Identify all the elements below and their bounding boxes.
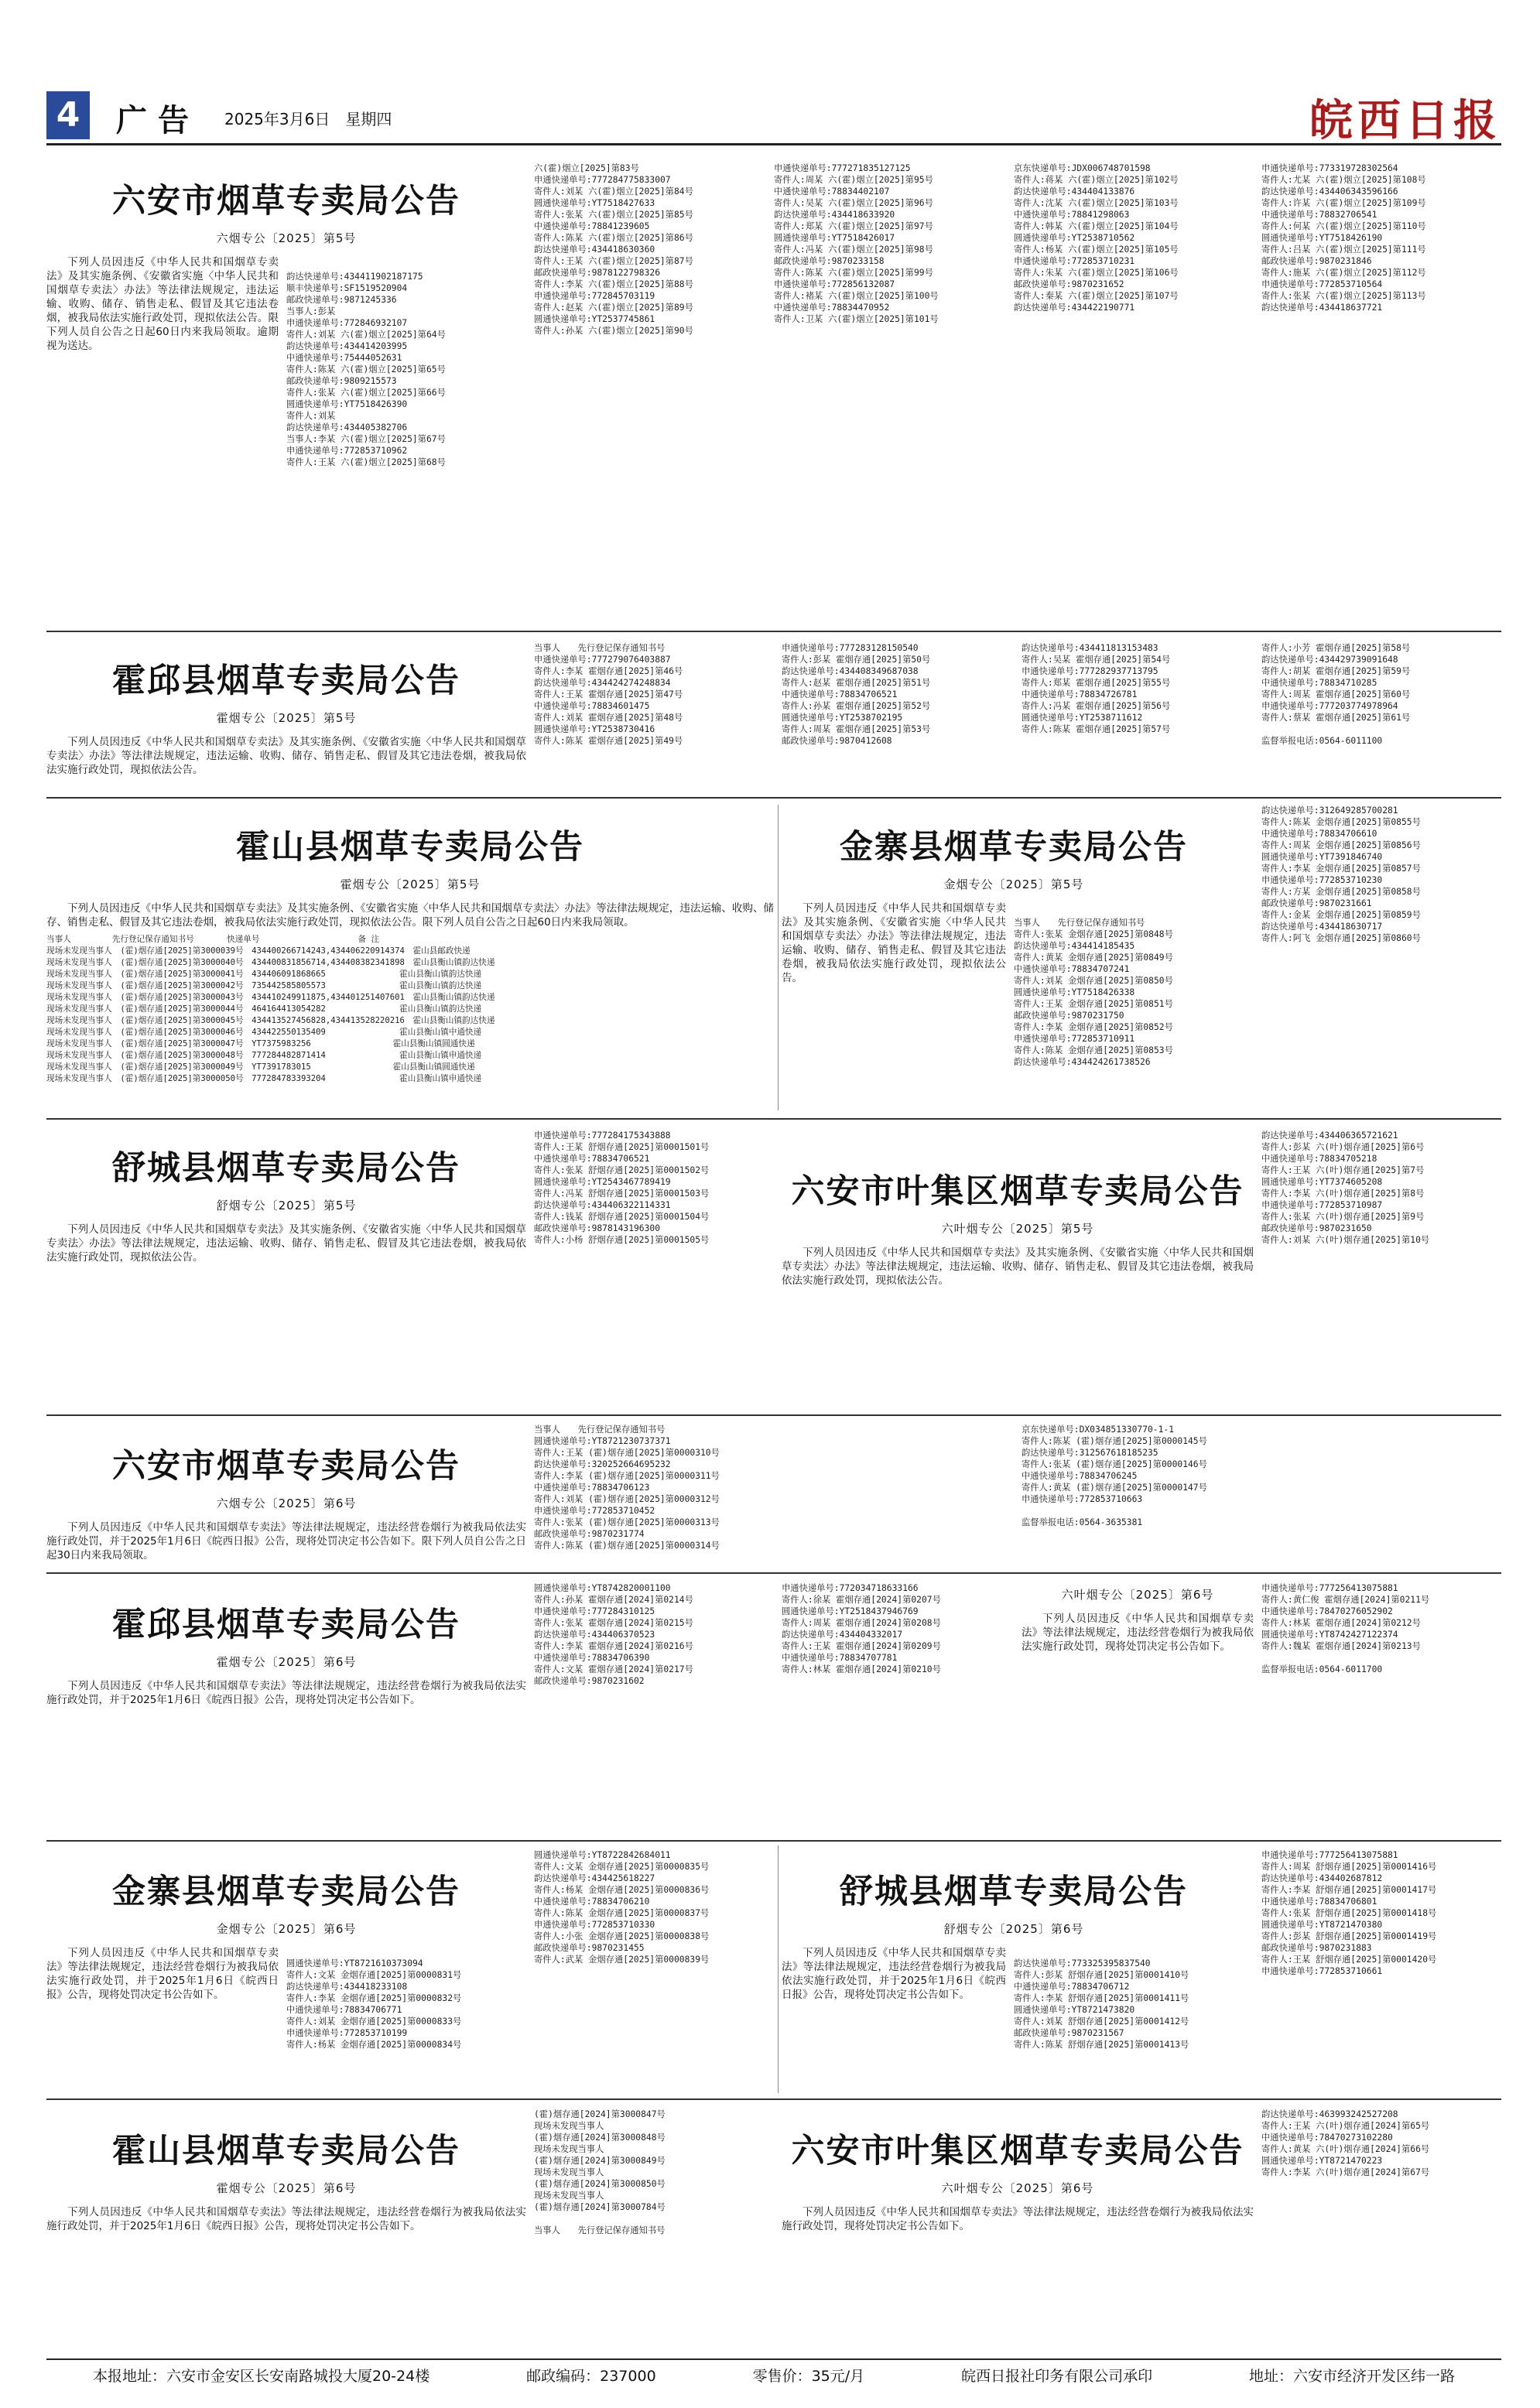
newspaper-logo: 皖西日报	[1309, 95, 1501, 146]
listing-column: 韵达快递单号:434411813153483 寄件人:吴某 霍烟存通[2025]第54号 申通快递单号:777282937713795 寄件人:郑某 霍烟存通[2025]第55号 中通快递单号:78834726781 寄件人:冯某 霍烟存通[2025]第56号 圆通快递单号:YT2538711612 寄件人:陈某 霍烟存通[2025]第57号	[1022, 643, 1171, 734]
listing-column: 韵达快递单号:434406365721621 寄件人:彭某 六(叶)烟存通[2025]第6号 中通快递单号:78834705218 寄件人:王某 六(叶)烟存通[2025]第7号 圆通快递单号:YT7374605208 寄件人:李某 六(叶)烟存通[2025]第8号 申通快递单号:772853710987 寄件人:张某 六(叶)烟存通[2025]第9号 邮政快递单号:9870231650 寄件人:刘某 六(叶)烟存通[2025]第10号	[1261, 1130, 1430, 1245]
notice-title: 霍山县烟草专卖局公告	[236, 828, 584, 867]
listing-column: (霍)烟存通[2024]第3000847号 现场未发现当事人 (霍)烟存通[2024]第3000848号 现场未发现当事人 (霍)烟存通[2024]第3000849号 现场未发现当事人 (霍)烟存通[2024]第3000850号 现场未发现当事人 (霍)烟存通[2024]第3000784号 当事人 先行登记保存通知书号	[534, 2109, 666, 2235]
footer-print-address: 地址：六安市经济开发区纬一路	[1248, 2367, 1455, 2385]
listing-column: 申通快递单号:777256413075881 寄件人:黄仁俊 霍烟存通[2024]第0211号 中通快递单号:78470276052902 寄件人:林某 霍烟存通[2024]第0212号 圆通快递单号:YT8742427122374 寄件人:魏某 霍烟存通[2024]第0213号 监督举报电话:0564-6011700	[1261, 1583, 1430, 1674]
listing-column: 申通快递单号:777256413075881 寄件人:周某 舒烟存通[2025]第0001416号 韵达快递单号:434402687812 寄件人:李某 舒烟存通[2025]第0001417号 中通快递单号:78834706801 寄件人:张某 舒烟存通[2025]第0001418号 圆通快递单号:YT8721470380 寄件人:彭某 舒烟存通[2025]第0001419号 邮政快递单号:9870231883 寄件人:王某 舒烟存通[2025]第0001420号 申通快递单号:772853710661	[1261, 1850, 1437, 1976]
masthead	[46, 91, 1501, 145]
listing-column: 当事人 先行登记保存通知书号 圆通快递单号:YT8721230737371 寄件人:王某 (霍)烟存通[2025]第0000310号 韵达快递单号:320252664695232 寄件人:李某 (霍)烟存通[2025]第0000311号 中通快递单号:78834706123 寄件人:刘某 (霍)烟存通[2025]第0000312号 申通快递单号:772853710452 寄件人:张某 (霍)烟存通[2025]第0000313号 邮政快递单号:9870231774 寄件人:陈某 (霍)烟存通[2025]第0000314号	[534, 1425, 720, 1551]
listing-column: 韵达快递单号:773325395837540 寄件人:彭某 舒烟存通[2025]第0001410号 中通快递单号:78834706712 寄件人:李某 舒烟存通[2025]第0001411号 圆通快递单号:YT8721473820 寄件人:刘某 舒烟存通[2025]第0001412号 邮政快递单号:9870231567 寄件人:陈某 舒烟存通[2025]第0001413号	[1014, 1958, 1189, 2050]
listing-column: 京东快递单号:JDX006748701598 寄件人:蒋某 六(霍)烟立[2025]第102号 韵达快递单号:434404133876 寄件人:沈某 六(霍)烟立[2025]第103号 中通快递单号:78841298063 寄件人:韩某 六(霍)烟立[2025]第104号 圆通快递单号:YT2538710562 寄件人:杨某 六(霍)烟立[2025]第105号 申通快递单号:772853710231 寄件人:朱某 六(霍)烟立[2025]第106号 邮政快递单号:9870231652 寄件人:秦某 六(霍)烟立[2025]第107号 韵达快递单号:434422190771	[1014, 163, 1179, 313]
issue-date: 2025年3月6日 星期四	[224, 110, 392, 128]
listing-column: 六(霍)烟立[2025]第83号 申通快递单号:777284775833007 寄件人:刘某 六(霍)烟立[2025]第84号 圆通快递单号:YT7518427633 寄件人:张某 六(霍)烟立[2025]第85号 中通快递单号:78841239605 寄件人:陈某 六(霍)烟立[2025]第86号 韵达快递单号:434418630360 寄件人:王某 六(霍)烟立[2025]第87号 邮政快递单号:9878122798326 寄件人:李某 六(霍)烟立[2025]第88号 申通快递单号:772845703119 寄件人:赵某 六(霍)烟立[2025]第89号 圆通快递单号:YT2537745861 寄件人:孙某 六(霍)烟立[2025]第90号	[534, 163, 693, 336]
notice-title: 六安市叶集区烟草专卖局公告	[791, 2132, 1244, 2170]
section-title: 广告	[116, 103, 200, 139]
notice-huoqiu-5	[46, 634, 526, 789]
notice-number: 六叶烟专公〔2025〕第6号	[1061, 1588, 1214, 1602]
listing-column: 寄件人:小芳 霍烟存通[2025]第58号 韵达快递单号:434429739091648 寄件人:胡某 霍烟存通[2025]第59号 中通快递单号:78834710285 寄件人:周某 霍烟存通[2025]第60号 申通快递单号:777203774978964 寄件人:蔡某 霍烟存通[2025]第61号 监督举报电话:0564-6011100	[1261, 643, 1411, 746]
notice-title: 舒城县烟草专卖局公告	[112, 1149, 460, 1188]
listing-column: 当事人 先行登记保存通知书号 寄件人:张某 金烟存通[2025]第0848号 韵达快递单号:434414185435 寄件人:黄某 金烟存通[2025]第0849号 中通快递单号:78834707241 寄件人:刘某 金烟存通[2025]第0850号 圆通快递单号:YT7518426338 寄件人:王某 金烟存通[2025]第0851号 邮政快递单号:9870231750 寄件人:李某 金烟存通[2025]第0852号 申通快递单号:772853710911 寄件人:陈某 金烟存通[2025]第0853号 韵达快递单号:434424261738526	[1014, 918, 1173, 1067]
notice-number: 舒烟专公〔2025〕第5号	[216, 1199, 357, 1213]
divider	[46, 1118, 1501, 1120]
notice-body: 下列人员因违反《中华人民共和国烟草专卖法》及其实施条例、《安徽省实施〈中华人民共和国烟草专卖法〉办法》等法律法规规定，违法运输、收购、储存、销售走私、假冒及其它违法卷烟，被我局依法实施行政处罚，现拟依法公告。	[46, 736, 526, 776]
notice-title: 金寨县烟草专卖局公告	[840, 828, 1188, 867]
notice-body: 下列人员因违反《中华人民共和国烟草专卖法》及其实施条例、《安徽省实施〈中华人民共和国烟草专卖法〉办法》等法律法规规定，违法运输、收购、储存、销售走私、假冒及其它违法卷烟，被我局依法实施行政处罚，现拟依法公告。	[46, 1223, 526, 1264]
notice-number: 霍烟专公〔2025〕第6号	[216, 1655, 357, 1669]
notice-yeji-6	[782, 2105, 1254, 2352]
listing-column: 韵达快递单号:463993242527208 寄件人:王某 六(叶)烟存通[2024]第65号 中通快递单号:78470273102280 寄件人:黄某 六(叶)烟存通[2024]第66号 圆通快递单号:YT8721470223 寄件人:李某 六(叶)烟存通[2024]第67号	[1261, 2109, 1430, 2177]
divider	[778, 805, 779, 1110]
divider	[778, 1845, 779, 2093]
footer-price: 零售价：35元/月	[752, 2367, 865, 2385]
notice-luan-6	[46, 1420, 526, 1567]
notice-body: 下列人员因违反《中华人民共和国烟草专卖法》等法律法规规定，违法经营卷烟行为被我局依法实施行政处罚，并于2025年1月6日《皖西日报》公告，现将处罚决定书公告如下。	[46, 1947, 279, 2001]
notice-number: 六叶烟专公〔2025〕第6号	[941, 2181, 1094, 2195]
notice-body: 下列人员因违反《中华人民共和国烟草专卖法》及其实施条例、《安徽省实施〈中华人民共和国烟草专卖法〉办法》等法律法规规定，违法运输、收购、储存、销售走私、假冒及其它违法卷烟，被我局依法实施行政处罚，现拟依法公告。限下列人员自公告之日起60日内来我局领取。	[46, 902, 774, 929]
notice-number: 六叶烟专公〔2025〕第5号	[941, 1222, 1094, 1236]
notice-body: 下列人员因违反《中华人民共和国烟草专卖法》及其实施条例、《安徽省实施〈中华人民共和国烟草专卖法〉办法》等法律法规规定，违法运输、收购、储存、销售走私、假冒及其它违法卷烟，被我局依法实施行政处罚，现拟依法公告。	[782, 1247, 1254, 1287]
page-number: 4	[46, 91, 90, 139]
footer-address: 本报地址：六安市金安区长安南路城投大厦20-24楼	[93, 2367, 430, 2385]
page-footer	[46, 2358, 1501, 2389]
divider	[46, 1840, 1501, 1842]
notice-yeji-5	[782, 1145, 1254, 1408]
listing-column: 申通快递单号:777283128150540 寄件人:彭某 霍烟存通[2025]第50号 韵达快递单号:434408349687038 寄件人:赵某 霍烟存通[2025]第51号 中通快递单号:78834706521 寄件人:孙某 霍烟存通[2025]第52号 圆通快递单号:YT2538702195 寄件人:周某 霍烟存通[2025]第53号 邮政快递单号:9870412608	[782, 643, 931, 746]
listing-column: 申通快递单号:777284175343888 寄件人:王某 舒烟存通[2025]第0001501号 中通快递单号:78834706521 寄件人:张某 舒烟存通[2025]第0001502号 圆通快递单号:YT2543467789419 寄件人:冯某 舒烟存通[2025]第0001503号 韵达快递单号:434406322114331 寄件人:钱某 舒烟存通[2025]第0001504号 邮政快递单号:9878143196300 寄件人:小杨 舒烟存通[2025]第0001505号	[534, 1130, 710, 1245]
notice-huoqiu-6	[46, 1579, 526, 1834]
notice-title: 六安市烟草专卖局公告	[112, 1447, 460, 1486]
footer-postcode: 邮政编码：237000	[526, 2367, 656, 2385]
notice-shucheng-5	[46, 1122, 526, 1408]
notice-body: 下列人员因违反《中华人民共和国烟草专卖法》等法律法规规定，违法经营卷烟行为被我局依法实施行政处罚，现将处罚决定书公告如下。	[782, 2206, 1254, 2232]
listing-column: 当事人 先行登记保存通知书号 申通快递单号:777279076403887 寄件人:李某 霍烟存通[2025]第46号 韵达快递单号:434424274248834 寄件人:王某 霍烟存通[2025]第47号 中通快递单号:78834601475 寄件人:刘某 霍烟存通[2025]第48号 圆通快递单号:YT2538730416 寄件人:陈某 霍烟存通[2025]第49号	[534, 643, 683, 746]
notice-yeji-6a	[1022, 1579, 1254, 1834]
notice-title: 舒城县烟草专卖局公告	[840, 1873, 1188, 1911]
notice-title: 金寨县烟草专卖局公告	[112, 1873, 460, 1911]
notice-title: 霍山县烟草专卖局公告	[112, 2132, 460, 2170]
notice-title: 六安市烟草专卖局公告	[112, 182, 460, 221]
notice-number: 霍烟专公〔2025〕第5号	[216, 711, 357, 725]
notice-huoshan-5	[46, 801, 774, 1110]
notice-huoshan-6	[46, 2105, 526, 2352]
divider	[46, 2098, 1501, 2100]
notice-number: 金烟专公〔2025〕第6号	[216, 1922, 357, 1936]
notice-number: 舒烟专公〔2025〕第6号	[943, 1922, 1084, 1936]
listing-column: 韵达快递单号:312649285700281 寄件人:陈某 金烟存通[2025]第0855号 中通快递单号:78834706610 寄件人:周某 金烟存通[2025]第0856号 圆通快递单号:YT7391846740 寄件人:李某 金烟存通[2025]第0857号 申通快递单号:772853710230 寄件人:方某 金烟存通[2025]第0858号 邮政快递单号:9870231661 寄件人:金某 金烟存通[2025]第0859号 韵达快递单号:434418630717 寄件人:阿飞 金烟存通[2025]第0860号	[1261, 806, 1421, 943]
listing-column: 申通快递单号:773319728302564 寄件人:尤某 六(霍)烟立[2025]第108号 韵达快递单号:434406343596166 寄件人:许某 六(霍)烟立[2025]第109号 中通快递单号:78832706541 寄件人:何某 六(霍)烟立[2025]第110号 圆通快递单号:YT7518426190 寄件人:吕某 六(霍)烟立[2025]第111号 邮政快递单号:9870231846 寄件人:施某 六(霍)烟立[2025]第112号 申通快递单号:772853710564 寄件人:张某 六(霍)烟立[2025]第113号 韵达快递单号:434418637721	[1261, 163, 1426, 313]
notice-title: 霍邱县烟草专卖局公告	[112, 1606, 460, 1644]
notice-shucheng-6	[782, 1845, 1246, 2093]
listing-column: 圆通快递单号:YT8722842684011 寄件人:文某 金烟存通[2025]第0000835号 韵达快递单号:434425618227 寄件人:杨某 金烟存通[2025]第0000836号 中通快递单号:78834706210 寄件人:陈某 金烟存通[2025]第0000837号 申通快递单号:772853710330 寄件人:小张 金烟存通[2025]第0000838号 邮政快递单号:9870231455 寄件人:武某 金烟存通[2025]第0000839号	[534, 1850, 710, 1965]
notice-number: 六烟专公〔2025〕第6号	[216, 1496, 357, 1510]
notice-number: 金烟专公〔2025〕第5号	[943, 877, 1084, 891]
notice-body: 下列人员因违反《中华人民共和国烟草专卖法》及其实施条例、《安徽省实施〈中华人民共和国烟草专卖法〉办法》等法律法规规定，违法运输、收购、储存、销售走私、假冒及其它违法卷烟，被我局依法实施行政处罚，现拟依法公告。	[782, 902, 1006, 984]
listing-column: 申通快递单号:777271835127125 寄件人:周某 六(霍)烟立[2025]第95号 中通快递单号:78834402107 寄件人:吴某 六(霍)烟立[2025]第96号 韵达快递单号:434418633920 寄件人:郑某 六(霍)烟立[2025]第97号 圆通快递单号:YT7518426017 寄件人:冯某 六(霍)烟立[2025]第98号 邮政快递单号:9870233158 寄件人:陈某 六(霍)烟立[2025]第99号 申通快递单号:772856132087 寄件人:褚某 六(霍)烟立[2025]第100号 中通快递单号:78834470952 寄件人:卫某 六(霍)烟立[2025]第101号	[774, 163, 939, 324]
notice-number: 霍烟专公〔2025〕第5号	[340, 877, 481, 891]
divider	[46, 797, 1501, 799]
divider	[46, 1414, 1501, 1416]
notice-title: 霍邱县烟草专卖局公告	[112, 662, 460, 700]
notice-body: 下列人员因违反《中华人民共和国烟草专卖法》等法律法规规定，违法经营卷烟行为被我局依法实施行政处罚，并于2025年1月6日《皖西日报》公告，现将处罚决定书公告如下。	[46, 2206, 526, 2232]
footer-printer: 皖西日报社印务有限公司承印	[961, 2367, 1153, 2385]
listing-column: 申通快递单号:772034718633166 寄件人:徐某 霍烟存通[2024]第0207号 圆通快递单号:YT2518437946769 寄件人:周某 霍烟存通[2024]第0208号 韵达快递单号:434404332017 寄件人:王某 霍烟存通[2024]第0209号 中通快递单号:78834707781 寄件人:林某 霍烟存通[2024]第0210号	[782, 1583, 941, 1674]
listing-column: 韵达快递单号:434411902187175 顺丰快递单号:SF1519520904 邮政快递单号:9871245336 当事人:彭某 申通快递单号:772846932107 寄件人:刘某 六(霍)烟立[2025]第64号 韵达快递单号:434414203995 中通快递单号:75444052631 寄件人:陈某 六(霍)烟立[2025]第65号 邮政快递单号:9809215573 寄件人:张某 六(霍)烟立[2025]第66号 圆通快递单号:YT7518426390 寄件人:刘某 韵达快递单号:434405382706 当事人:李某 六(霍)烟立[2025]第67号 申通快递单号:772853710962 寄件人:王某 六(霍)烟立[2025]第68号	[286, 272, 446, 467]
notice-number: 霍烟专公〔2025〕第6号	[216, 2181, 357, 2195]
notice-title: 六安市叶集区烟草专卖局公告	[791, 1172, 1244, 1211]
notice-body: 下列人员因违反《中华人民共和国烟草专卖法》等法律法规规定，违法经营卷烟行为被我局依法实施行政处罚，并于2025年1月6日《皖西日报》公告，现将处罚决定书公告如下。	[46, 1680, 526, 1706]
notice-body: 下列人员因违反《中华人民共和国烟草专卖法》等法律法规规定，违法经营卷烟行为被我局依法实施行政处罚，现将处罚决定书公告如下。	[1022, 1613, 1254, 1653]
divider	[46, 631, 1501, 632]
notice-luan-5	[46, 155, 526, 619]
notice-body: 下列人员因违反《中华人民共和国烟草专卖法》及其实施条例、《安徽省实施〈中华人民共和国烟草专卖法〉办法》等法律法规规定，违法运输、收购、储存、销售走私、假冒及其它违法卷烟，被我局依法实施行政处罚，现拟依法公告。限下列人员自公告之日起60日内来我局领取。逾期视为送达。	[46, 256, 279, 352]
notice-body: 下列人员因违反《中华人民共和国烟草专卖法》等法律法规规定，违法经营卷烟行为被我局依法实施行政处罚，并于2025年1月6日《皖西日报》公告，现将处罚决定书公告如下。	[782, 1947, 1006, 2001]
notice-jinzhai-5	[782, 801, 1246, 1110]
listing-column: 圆通快递单号:YT8742820001100 寄件人:孙某 霍烟存通[2024]第0214号 申通快递单号:777284310125 寄件人:张某 霍烟存通[2024]第0215号 韵达快递单号:434406370523 寄件人:李某 霍烟存通[2024]第0216号 中通快递单号:78834706390 寄件人:文某 霍烟存通[2024]第0217号 邮政快递单号:9870231602	[534, 1583, 693, 1686]
listing-column: 圆通快递单号:YT8721610373094 寄件人:文某 金烟存通[2025]第0000831号 韵达快递单号:434418233108 寄件人:李某 金烟存通[2025]第0000832号 中通快递单号:78834706771 寄件人:刘某 金烟存通[2025]第0000833号 申通快递单号:772853710199 寄件人:杨某 金烟存通[2025]第0000834号	[286, 1958, 462, 2050]
listing-table: 当事人 先行登记保存通知书号 快递单号 备 注 现场未发现当事人 (霍)烟存通[2025]第3000039号 434400266714243,434406220914374 霍山县邮政快递 现场未发现当事人 (霍)烟存通[2025]第3000040号 434400831856714,434408382341898 霍山县衡山镇韵达快递 现场未发现当事人 (霍)烟存通[2025]第3000041号 434406091868665 霍山县衡山镇韵达快递 现场未发现当事人 (霍)烟存通[2025]第3000042号 735442585805573 霍山县衡山镇韵达快递 现场未发现当事人 (霍)烟存通[2025]第3000043号 434410249911875,434401251407601 霍山县衡山镇韵达快递 现场未发现当事人 (霍)烟存通[2025]第3000044号 464164413054282 霍山县衡山镇韵达快递 现场未发现当事人 (霍)烟存通[2025]第3000045号 434413527456828,434413528220216 霍山县衡山镇韵达快递 现场未发现当事人 (霍)烟存通[2025]第3000046号 434422550135409 霍山县衡山镇中通快递 现场未发现当事人 (霍)烟存通[2025]第3000047号 YT7375983256 霍山县衡山镇圆通快递 现场未发现当事人 (霍)烟存通[2025]第3000048号 777284482871414 霍山县衡山镇申通快递 现场未发现当事人 (霍)烟存通[2025]第3000049号 YT7391783015 霍山县衡山镇圆通快递 现场未发现当事人 (霍)烟存通[2025]第3000050号 777284783393204 霍山县衡山镇申通快递	[46, 935, 495, 1083]
listing-column: 京东快递单号:DX034851330770-1-1 寄件人:陈某 (霍)烟存通[2025]第0000145号 韵达快递单号:312567618185235 寄件人:张某 (霍)烟存通[2025]第0000146号 中通快递单号:78834706245 寄件人:黄某 (霍)烟存通[2025]第0000147号 申通快递单号:772853710663 监督举报电话:0564-3635381	[1022, 1425, 1207, 1527]
notice-body: 下列人员因违反《中华人民共和国烟草专卖法》等法律法规规定，违法经营卷烟行为被我局依法实施行政处罚，并于2025年1月6日《皖西日报》公告，现将处罚决定书公告如下。限下列人员自公告之日起30日内来我局领取。	[46, 1521, 526, 1561]
notice-number: 六烟专公〔2025〕第5号	[216, 231, 357, 245]
notice-jinzhai-6	[46, 1845, 526, 2093]
divider	[46, 1572, 1501, 1574]
